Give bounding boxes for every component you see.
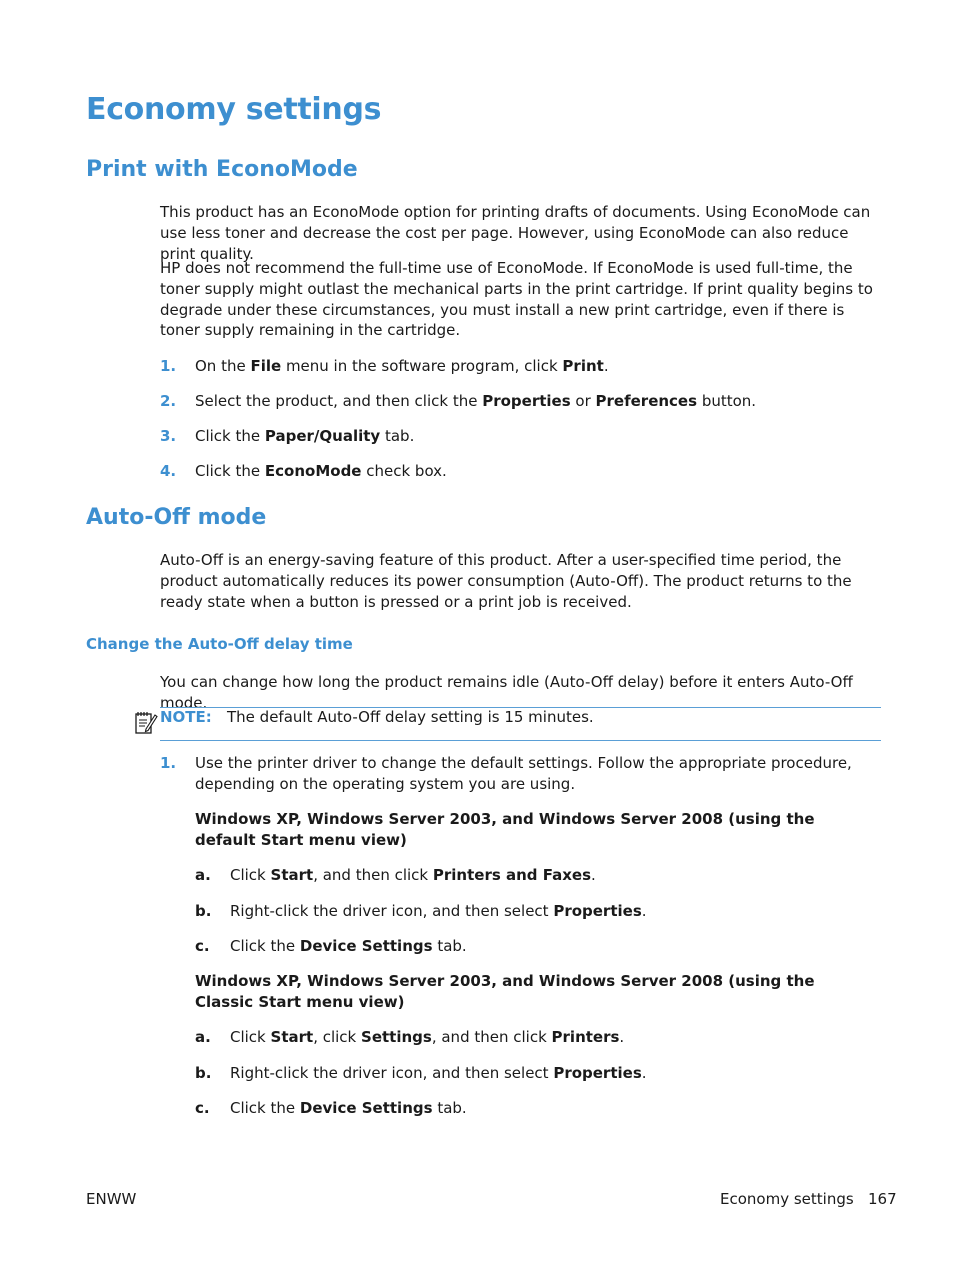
step-text: . bbox=[641, 902, 647, 920]
note-text: The default Auto-Off delay setting is 15 minutes. bbox=[227, 708, 594, 726]
list-item bbox=[160, 391, 756, 412]
ui-term: File bbox=[250, 357, 282, 375]
step-text: , click bbox=[313, 1028, 362, 1046]
ui-term: Printers and Faxes bbox=[432, 866, 592, 884]
list-item bbox=[160, 426, 414, 447]
note-pad-icon bbox=[134, 709, 158, 735]
step-text: . bbox=[591, 866, 596, 884]
note bbox=[160, 707, 594, 727]
ui-term: Print bbox=[562, 357, 604, 375]
step-number: 1. bbox=[160, 754, 177, 772]
substep-letter: c. bbox=[195, 937, 210, 955]
step-text: Click bbox=[230, 1028, 271, 1046]
section-heading-economode: Print with EconoMode bbox=[86, 157, 358, 182]
list-item bbox=[195, 1098, 467, 1119]
ui-term: Start bbox=[270, 866, 314, 884]
step-text: tab. bbox=[380, 427, 415, 445]
ui-term: EconoMode bbox=[264, 462, 362, 480]
ui-term: Printers bbox=[551, 1028, 620, 1046]
step-text: Click bbox=[230, 866, 271, 884]
step-number: 1. bbox=[160, 357, 177, 375]
step-text: On the bbox=[195, 357, 251, 375]
step-text: Click the bbox=[230, 1099, 300, 1117]
ui-term: Properties bbox=[482, 392, 571, 410]
step-text: , and then click bbox=[313, 866, 433, 884]
ui-term: Settings bbox=[361, 1028, 432, 1046]
step-text: Use the printer driver to change the default settings. Follow the appropriate procedure, depending on the operating system you are using. bbox=[195, 754, 852, 793]
ui-term: Properties bbox=[553, 1064, 642, 1082]
page-title: Economy settings bbox=[86, 92, 382, 127]
note-label: NOTE: bbox=[160, 708, 212, 726]
step-text: Right-click the driver icon, and then select bbox=[230, 1064, 554, 1082]
ui-term: Start bbox=[270, 1028, 314, 1046]
substep-letter: c. bbox=[195, 1099, 210, 1117]
footer-section-title: Economy settings bbox=[720, 1190, 854, 1208]
substep-letter: a. bbox=[195, 866, 211, 884]
section-heading-auto-off: Auto-Off mode bbox=[86, 505, 267, 530]
step-text: . bbox=[603, 357, 609, 375]
list-item bbox=[195, 1027, 624, 1048]
list-item bbox=[195, 901, 647, 922]
list-item bbox=[195, 865, 596, 886]
ui-term: Paper/Quality bbox=[264, 427, 381, 445]
step-text: check box. bbox=[361, 462, 447, 480]
step-text: menu in the software program, click bbox=[281, 357, 563, 375]
list-item bbox=[160, 461, 447, 482]
step-text: , and then click bbox=[431, 1028, 552, 1046]
paragraph-auto-off-intro: Auto-Off is an energy-saving feature of this product. After a user-specified time period, the product automatically reduces its power consumption (Auto-Off). The product returns to the ready state when a button is pressed or a print job is received. bbox=[160, 551, 852, 611]
step-text: Select the product, and then click the bbox=[195, 392, 483, 410]
step-text: . bbox=[619, 1028, 625, 1046]
page-number: 167 bbox=[868, 1190, 897, 1208]
paragraph-economode-warning: HP does not recommend the full-time use of EconoMode. If EconoMode is used full-time, the toner supply might outlast the mechanical parts in the print cartridge. If print quality begins to degrade under these circumstances, you must install a new print cartridge, even if there is toner supply remaining in the cartridge. bbox=[160, 259, 873, 340]
list-item bbox=[195, 936, 467, 957]
ui-term: Preferences bbox=[595, 392, 698, 410]
list-item bbox=[160, 356, 609, 377]
step-text: Click the bbox=[195, 427, 265, 445]
step-number: 3. bbox=[160, 427, 177, 445]
paragraph-economode-intro: This product has an EconoMode option for printing drafts of documents. Using EconoMode can use less toner and decrease the cost per page. However, using EconoMode can also reduce print quality. bbox=[160, 203, 871, 263]
procedure-heading-classic-start: Windows XP, Windows Server 2003, and Windows Server 2008 (using the Classic Start menu view) bbox=[195, 972, 815, 1011]
ui-term: Device Settings bbox=[299, 1099, 433, 1117]
note-bottom-rule bbox=[160, 740, 881, 741]
list-item bbox=[195, 1063, 647, 1084]
footer-publication-code: ENWW bbox=[86, 1190, 137, 1208]
substep-letter: b. bbox=[195, 902, 212, 920]
step-text: tab. bbox=[432, 937, 467, 955]
substep-letter: a. bbox=[195, 1028, 211, 1046]
ui-term: Device Settings bbox=[299, 937, 433, 955]
subsection-heading-delay: Change the Auto-Off delay time bbox=[86, 635, 353, 653]
step-text: tab. bbox=[432, 1099, 467, 1117]
list-item bbox=[160, 753, 888, 795]
step-number: 4. bbox=[160, 462, 177, 480]
step-text: Click the bbox=[230, 937, 300, 955]
substep-letter: b. bbox=[195, 1064, 212, 1082]
step-text: . bbox=[641, 1064, 647, 1082]
ui-term: Properties bbox=[553, 902, 642, 920]
procedure-heading-default-start: Windows XP, Windows Server 2003, and Windows Server 2008 (using the default Start menu view) bbox=[195, 810, 815, 849]
step-text: Right-click the driver icon, and then select bbox=[230, 902, 554, 920]
step-number: 2. bbox=[160, 392, 177, 410]
step-text: or bbox=[570, 392, 596, 410]
step-text: button. bbox=[697, 392, 757, 410]
paragraph-delay-intro: You can change how long the product remains idle (Auto-Off delay) before it enters Auto-Off mode. bbox=[160, 673, 853, 712]
step-text: Click the bbox=[195, 462, 265, 480]
